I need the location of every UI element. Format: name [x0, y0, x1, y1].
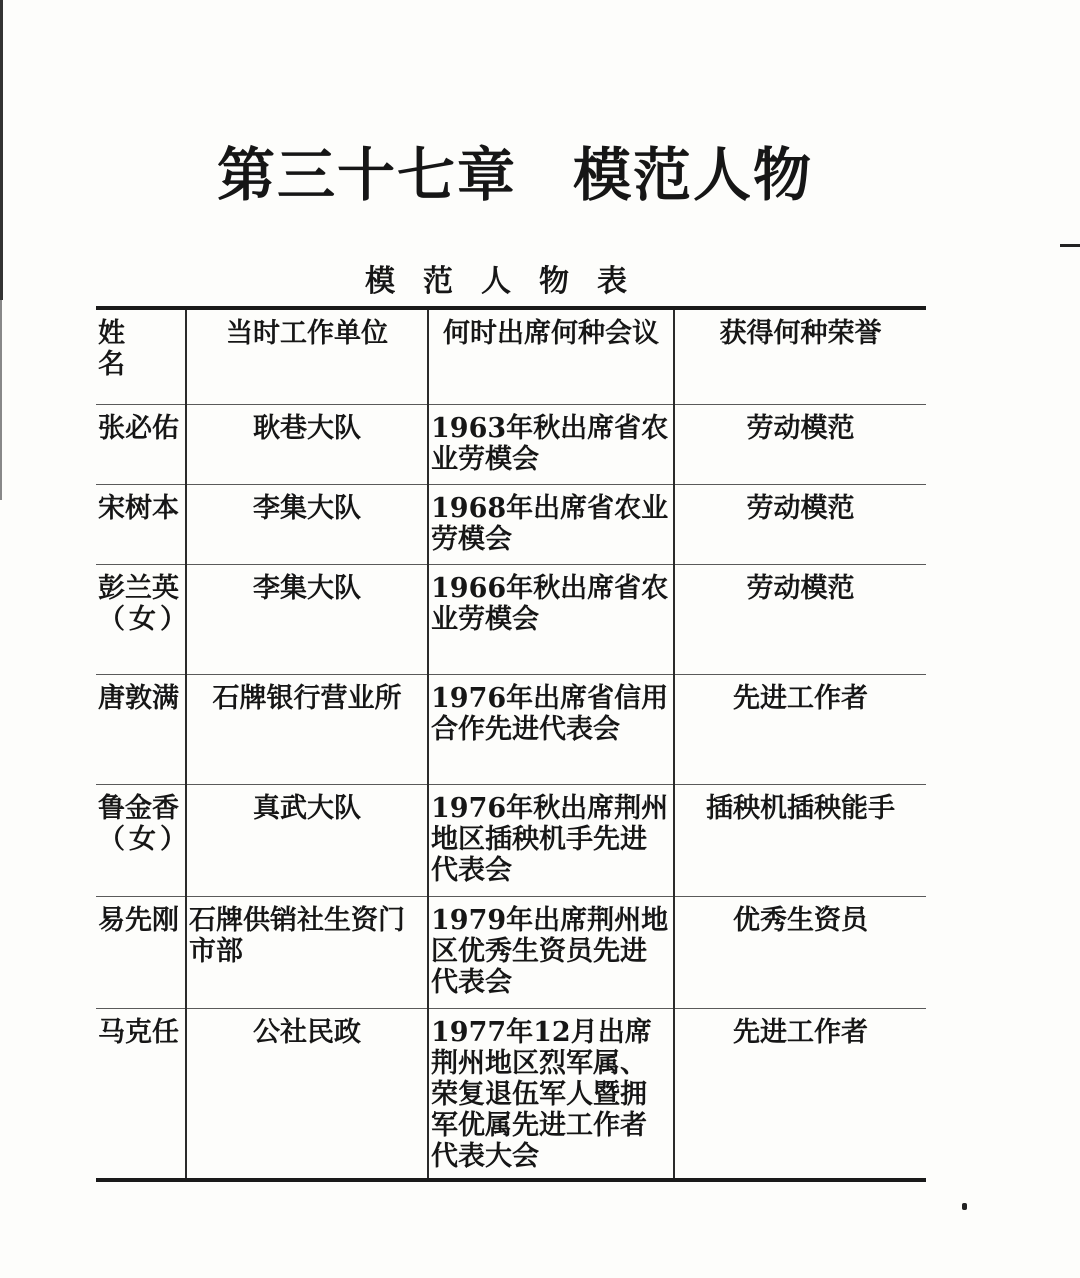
model-figures-table	[96, 306, 926, 1182]
column-header-honor: 获得何种荣誉	[674, 308, 926, 404]
cell-name	[96, 404, 186, 484]
gender-note: （女）	[98, 603, 191, 635]
cell-meeting: 1966年秋出席省农业劳模会	[428, 564, 674, 674]
cell-honor: 先进工作者	[674, 1008, 926, 1180]
cell-honor: 劳动模范	[674, 404, 926, 484]
person-name: 马克任	[98, 1016, 179, 1048]
page-edge-line-faint	[0, 300, 2, 500]
cell-unit: 李集大队	[186, 564, 428, 674]
cell-meeting: 1976年秋出席荆州地区插秧机手先进代表会	[428, 784, 674, 896]
table-row	[96, 1008, 926, 1180]
person-name: 彭兰英	[98, 572, 179, 604]
cell-name	[96, 484, 186, 564]
cell-name	[96, 674, 186, 784]
cell-name	[96, 564, 191, 674]
cell-unit: 李集大队	[186, 484, 428, 564]
cell-unit: 石牌银行营业所	[186, 674, 428, 784]
ink-speck	[962, 1203, 967, 1210]
cell-honor: 劳动模范	[674, 484, 926, 564]
person-name: 鲁金香	[98, 792, 179, 824]
table-row	[96, 484, 926, 564]
cell-meeting: 1976年出席省信用合作先进代表会	[428, 674, 674, 784]
table-row	[96, 896, 926, 1008]
cell-unit: 真武大队	[186, 784, 428, 896]
person-name: 宋树本	[98, 492, 179, 524]
chapter-heading	[190, 128, 840, 212]
column-header-meeting: 何时出席何种会议	[428, 308, 674, 404]
cell-honor: 优秀生资员	[674, 896, 926, 1008]
page-edge-line	[0, 0, 3, 300]
table-row	[96, 564, 926, 674]
chapter-number: 第三十七章	[216, 141, 517, 209]
cell-name	[96, 784, 191, 896]
cell-meeting: 1979年出席荆州地区优秀生资员先进代表会	[428, 896, 674, 1008]
cell-meeting: 1963年秋出席省农业劳模会	[428, 404, 674, 484]
person-name: 张必佑	[98, 412, 179, 444]
gender-note: （女）	[98, 823, 191, 855]
cell-meeting: 1968年出席省农业劳模会	[428, 484, 674, 564]
table-row	[96, 784, 926, 896]
cell-honor: 插秧机插秧能手	[674, 784, 926, 896]
cell-name	[96, 896, 186, 1008]
cell-honor: 先进工作者	[674, 674, 926, 784]
cell-unit: 公社民政	[186, 1008, 428, 1180]
table-title: 模范人物表	[365, 264, 655, 299]
cell-meeting: 1977年12月出席荆州地区烈军属、荣复退伍军人暨拥军优属先进工作者代表大会	[428, 1008, 674, 1180]
column-header-unit: 当时工作单位	[186, 308, 428, 404]
margin-mark	[1060, 244, 1080, 247]
table-row	[96, 404, 926, 484]
person-name: 易先刚	[98, 904, 179, 936]
person-name: 唐敦满	[98, 682, 179, 714]
chapter-title: 模范人物	[573, 141, 814, 209]
table-header-row	[96, 308, 926, 404]
table-row	[96, 674, 926, 784]
cell-unit: 石牌供销社生资门市部	[186, 896, 428, 1008]
cell-unit: 耿巷大队	[186, 404, 428, 484]
column-header-name: 姓名	[96, 308, 186, 404]
cell-name	[96, 1008, 186, 1180]
cell-honor: 劳动模范	[674, 564, 926, 674]
